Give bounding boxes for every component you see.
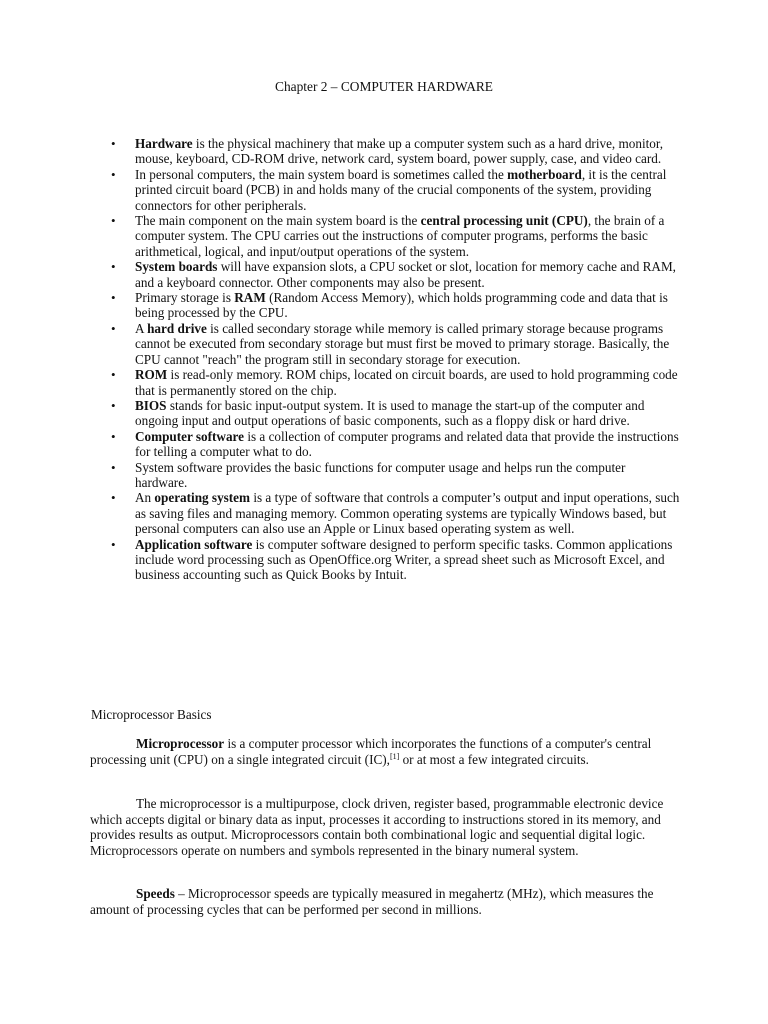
bullet-text: In personal computers, the main system board is sometimes called the [135,166,508,182]
paragraph-text: is a computer processor which incorporates the functions of a computer's central processing unit (CPU) on a single integrated circuit (IC), [90,736,652,767]
bullet-item-system-software [135,460,680,491]
paragraph-text: – Microprocessor speeds are typically measured in megahertz (MHz), which measures the amount of processing cycles that can be performed per second in millions. [90,886,654,917]
bullet-term: operating system [154,490,251,506]
paragraph-text: or at most a few integrated circuits. [399,751,589,767]
section-heading: Microprocessor Basics [91,707,212,722]
bullet-item-hardware [135,136,680,167]
bullet-text: A [135,320,148,336]
microprocessor-description-paragraph: The microprocessor is a multipurpose, clock driven, register based, programmable electronic device which accepts digital or binary data as input, processes it according to instructions stored in its memory, and provides results as output. Microprocessors contain both combinational logic and sequential digital logic. Microprocessors operate on numbers and symbols represented in the binary numeral system. [90,796,664,858]
bullet-item-ram [135,290,680,321]
bullet-text: , it is the central printed circuit board (PCB) in and holds many of the crucial components of the system, providing connectors for other peripherals. [135,166,667,213]
speeds-paragraph [90,886,680,917]
bullet-item-rom [135,367,680,398]
bullet-item-bios [135,398,680,429]
bullet-text: (Random Access Memory), which holds programming code and data that is being processed by the CPU. [135,290,668,321]
bullet-item-system-boards [135,259,680,290]
bullet-item-operating-system [135,490,680,536]
bullet-text: The main component on the main system board is the [135,213,421,229]
bullet-text: will have expansion slots, a CPU socket or slot, location for memory cache and RAM, and a keyboard connector. Other components may also be present. [135,259,676,290]
bullet-text: System software provides the basic functions for computer usage and helps run the computer hardware. [135,459,626,490]
bullet-item-hard-drive [135,321,680,367]
bullet-item-computer-software [135,429,680,460]
bullet-term: hard drive [147,320,207,336]
bullet-term: BIOS [135,397,167,413]
bullet-text: Primary storage is [135,290,235,306]
bullet-text: is a collection of computer programs and related data that provide the instructions for telling a computer what to do. [135,428,679,460]
bullet-term: Application software [135,536,253,552]
chapter-title: Chapter 2 – COMPUTER HARDWARE [275,79,493,94]
bullet-term: RAM [234,290,266,306]
bullet-term: Hardware [135,136,193,151]
hardware-bullet-list [135,136,680,583]
bullet-term: motherboard [507,166,582,182]
bullet-item-application-software [135,537,680,583]
bullet-text: is a type of software that controls a computer’s output and input operations, such as saving files and managing memory. Common operating systems are typically Windows based, but personal computers can also use an Apple or Linux based operating system as well. [135,490,680,537]
bullet-term: ROM [135,367,168,383]
bullet-text: An [135,490,155,506]
bullet-text: is read-only memory. ROM chips, located on circuit boards, are used to hold programming code that is permanently stored on the chip. [135,367,678,398]
term-microprocessor: Microprocessor [136,736,225,751]
term-speeds: Speeds [136,886,175,901]
bullet-text: is called secondary storage while memory is called primary storage because programs cannot be executed from secondary storage but must first be moved to primary storage. Basically, the CPU cannot "reach" the program still in secondary storage for execution. [135,320,670,367]
bullet-text: , the brain of a computer system. The CPU carries out the instructions of computer programs, performs the basic arithmetical, logical, and input/output operations of the system. [135,213,665,259]
bullet-item-motherboard [135,167,680,213]
bullet-term: System boards [135,259,218,275]
bullet-text: is computer software designed to perform specific tasks. Common applications include word processing such as OpenOffice.org Writer, a spread sheet such as Microsoft Excel, and business accounting such as Quick Books by Intuit. [135,536,673,583]
citation-link[interactable]: [1] [389,751,400,761]
bullet-text: is the physical machinery that make up a computer system such as a hard drive, monitor, mouse, keyboard, CD-ROM drive, network card, system board, power supply, case, and video card. [135,136,664,167]
bullet-term: Computer software [135,428,245,444]
microprocessor-paragraph [90,736,680,767]
bullet-text: stands for basic input-output system. It is used to manage the start-up of the computer and ongoing input and output operations of basic components, such as a floppy disk or hard drive. [135,397,645,429]
bullet-item-cpu [135,213,680,259]
bullet-term: central processing unit (CPU) [420,213,588,229]
